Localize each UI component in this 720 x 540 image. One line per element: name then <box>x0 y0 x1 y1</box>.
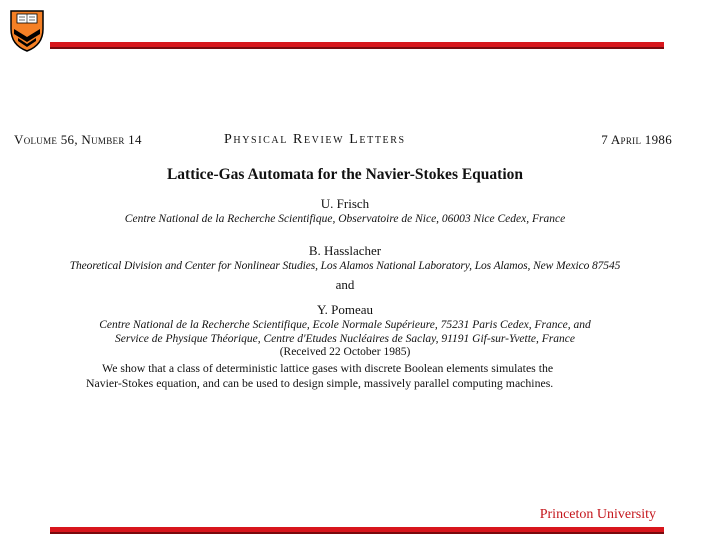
author-affiliation: Service de Physique Théorique, Centre d'Etudes Nucléaires de Saclay, 91191 Gif-sur-Yvette, France <box>115 333 575 345</box>
received-date: (Received 22 October 1985) <box>279 346 411 358</box>
bottom-accent-bar <box>50 527 664 534</box>
publication-date: 7 April 1986 <box>601 132 672 147</box>
author-affiliation: Centre National de la Recherche Scientifique, Ecole Normale Supérieure, 75231 Paris Cedex, France, and <box>99 319 591 331</box>
abstract-line: We show that a class of deterministic lattice gases with discrete Boolean elements simulates the <box>102 361 554 375</box>
abstract <box>86 361 606 391</box>
journal-header <box>14 132 672 152</box>
author-affiliation: Centre National de la Recherche Scientifique, Observatoire de Nice, 06003 Nice Cedex, France <box>124 213 566 225</box>
author-affiliation: Theoretical Division and Center for Nonlinear Studies, Los Alamos National Laboratory, Los Alamos, New Mexico 87545 <box>69 260 621 272</box>
volume-number: Volume 56, Number 14 <box>14 132 142 147</box>
author-name: B. Hasslacher <box>308 243 382 258</box>
conjunction-and: and <box>335 277 355 292</box>
author-name: Y. Pomeau <box>316 302 374 317</box>
abstract-line: Navier-Stokes equation, and can be used to design simple, massively parallel computing machines. <box>86 376 554 390</box>
footer-brand: Princeton University <box>539 507 656 522</box>
paper-title: Lattice-Gas Automata for the Navier-Stokes Equation <box>166 166 524 183</box>
author-name: U. Frisch <box>320 196 370 211</box>
journal-name: Physical Review Letters <box>224 132 406 147</box>
